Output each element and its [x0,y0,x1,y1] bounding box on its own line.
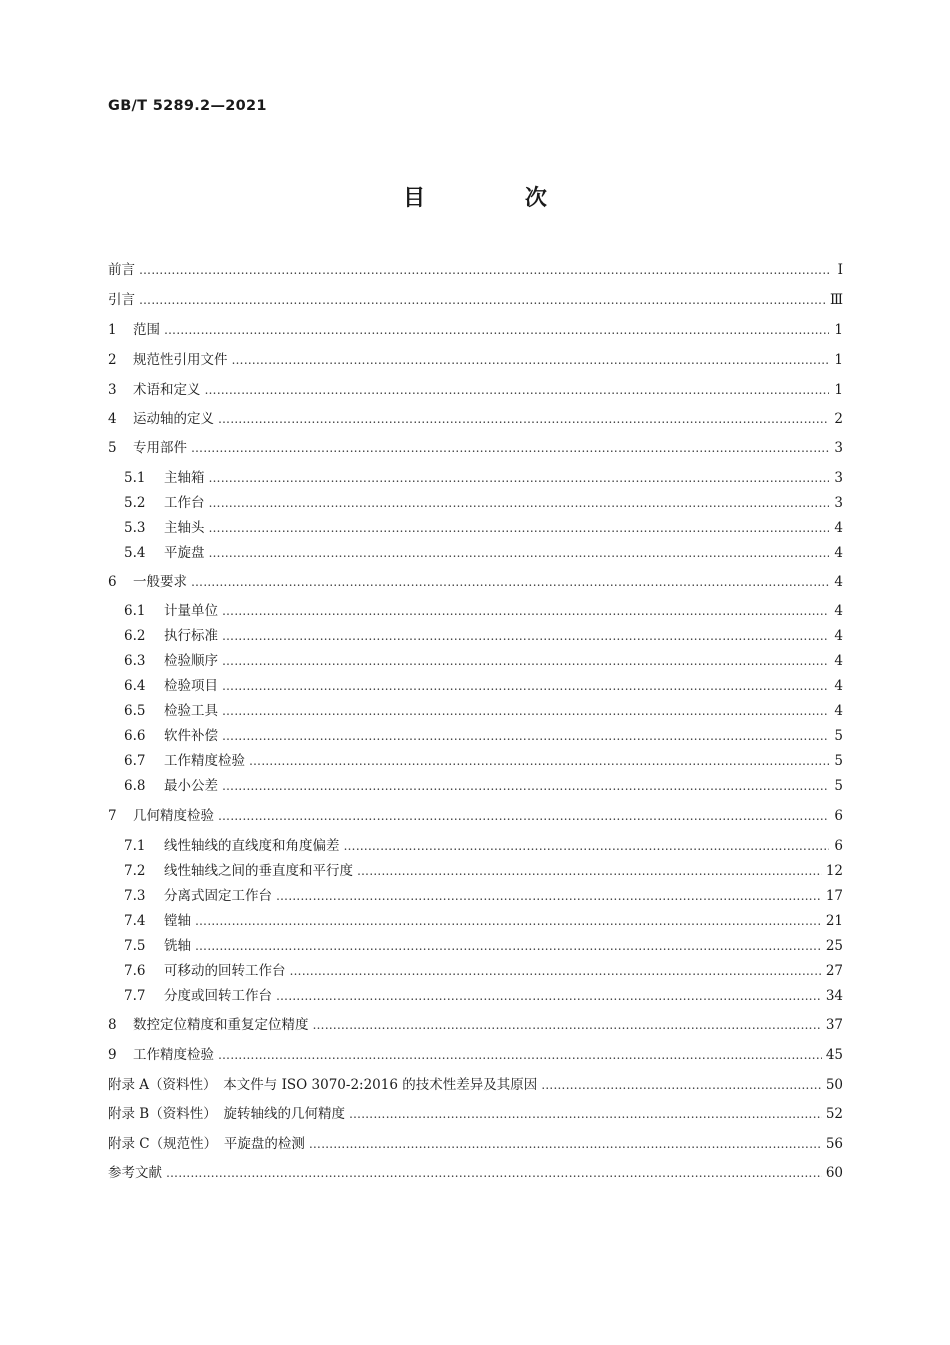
toc-entry-number: 7.4 [124,913,146,929]
toc-leader-dots [139,260,829,280]
toc-entry[interactable] [108,572,843,592]
toc-entry-number: 6.8 [124,778,146,794]
toc-entry-number: 7.3 [124,888,146,904]
toc-entry-label: 工作精度检验 [164,753,245,769]
toc-entry-page: 60 [825,1165,843,1181]
toc-leader-dots [313,1015,822,1035]
toc-entry-page: 4 [834,603,843,619]
toc-entry-label: 分离式固定工作台 [164,888,272,904]
toc-entry-page: 1 [834,352,843,368]
toc-entry-page: 4 [834,545,843,561]
toc-entry-page: 52 [825,1106,843,1122]
toc-entry-label: 分度或回转工作台 [164,988,272,1004]
toc-entry[interactable] [108,409,843,429]
toc-leader-dots [222,676,829,696]
toc-entry-page: 50 [825,1077,843,1093]
toc-entry-page: 4 [834,653,843,669]
toc-entry-label: 前言 [108,262,135,278]
toc-entry-page: 2 [834,411,843,427]
page-title [0,181,950,212]
toc-leader-dots [209,468,830,488]
toc-entry-number: 6.4 [124,678,146,694]
toc-leader-dots [357,861,822,881]
toc-entry-label: 数控定位精度和重复定位精度 [133,1017,309,1033]
toc-entry[interactable] [124,751,843,771]
toc-entry-page: 1 [834,382,843,398]
toc-entry-page: 21 [825,913,843,929]
toc-entry-page: 37 [825,1017,843,1033]
toc-leader-dots [164,320,829,340]
toc-entry[interactable] [124,726,843,746]
toc-leader-dots [222,776,829,796]
toc-entry-number: 5 [108,440,117,456]
toc-entry[interactable] [108,438,843,458]
toc-entry[interactable] [108,290,843,310]
toc-leader-dots [218,1045,822,1065]
toc-entry-number: 7.7 [124,988,146,1004]
toc-entry-label: 检验工具 [164,703,218,719]
toc-entry-number: 9 [108,1047,117,1063]
toc-entry[interactable] [108,1045,843,1065]
toc-entry[interactable] [124,886,843,906]
toc-leader-dots [222,726,829,746]
toc-entry[interactable] [124,701,843,721]
toc-entry-label: 附录 A（资料性） 本文件与 ISO 3070-2:2016 的技术性差异及其原因 [108,1077,538,1093]
toc-entry-label: 平旋盘 [164,545,205,561]
toc-entry[interactable] [108,1075,843,1095]
toc-entry-label: 术语和定义 [133,382,201,398]
toc-entry-number: 5.2 [124,495,146,511]
toc-entry-label: 参考文献 [108,1165,162,1181]
toc-entry-page: Ⅲ [829,292,843,308]
toc-entry-label: 可移动的回转工作台 [164,963,286,979]
toc-entry-label: 软件补偿 [164,728,218,744]
toc-leader-dots [209,543,830,563]
toc-entry-label: 附录 C（规范性） 平旋盘的检测 [108,1136,305,1152]
toc-entry-label: 最小公差 [164,778,218,794]
toc-entry-page: 1 [834,322,843,338]
toc-leader-dots [276,886,822,906]
toc-entry-label: 线性轴线之间的垂直度和平行度 [164,863,353,879]
toc-entry-number: 7.6 [124,963,146,979]
toc-entry-page: 3 [834,495,843,511]
toc-entry-number: 6.5 [124,703,146,719]
toc-leader-dots [222,626,829,646]
toc-entry-label: 工作台 [164,495,205,511]
toc-entry[interactable] [108,1104,843,1124]
toc-entry-label: 规范性引用文件 [133,352,228,368]
toc-entry[interactable] [124,676,843,696]
toc-entry[interactable] [124,861,843,881]
toc-entry[interactable] [124,936,843,956]
toc-leader-dots [344,836,830,856]
toc-entry-page: 5 [834,778,843,794]
toc-entry-label: 检验顺序 [164,653,218,669]
toc-entry-page: 12 [825,863,843,879]
toc-entry-number: 3 [108,382,117,398]
toc-entry-label: 主轴箱 [164,470,205,486]
toc-entry-label: 检验项目 [164,678,218,694]
toc-entry[interactable] [124,543,843,563]
toc-leader-dots [309,1134,822,1154]
page-title-text: 目 次 [403,186,593,211]
toc-entry-number: 5.1 [124,470,146,486]
toc-entry[interactable] [124,776,843,796]
toc-entry-label: 镗轴 [164,913,191,929]
toc-entry[interactable] [124,986,843,1006]
toc-entry[interactable] [108,1015,843,1035]
toc-leader-dots [166,1163,822,1183]
toc-leader-dots [195,911,822,931]
toc-entry[interactable] [108,350,843,370]
toc-entry-number: 7.5 [124,938,146,954]
toc-entry-page: 27 [825,963,843,979]
toc-entry-number: 7.1 [124,838,146,854]
toc-entry[interactable] [124,836,843,856]
toc-leader-dots [276,986,822,1006]
toc-leader-dots [222,601,829,621]
toc-leader-dots [232,350,830,370]
toc-entry-number: 6.7 [124,753,146,769]
toc-leader-dots [191,438,829,458]
toc-entry-label: 铣轴 [164,938,191,954]
toc-entry-page: Ⅰ [837,262,843,278]
toc-leader-dots [191,572,829,592]
toc-leader-dots [205,380,830,400]
toc-entry-number: 4 [108,411,117,427]
toc-entry-page: 6 [834,838,843,854]
toc-entry-number: 6.6 [124,728,146,744]
toc-entry-label: 计量单位 [164,603,218,619]
document-code: GB/T 5289.2—2021 [108,98,267,114]
toc-entry-number: 6.2 [124,628,146,644]
toc-entry-label: 引言 [108,292,135,308]
toc-entry-page: 4 [834,520,843,536]
toc-leader-dots [218,806,829,826]
toc-entry-label: 运动轴的定义 [133,411,214,427]
toc-entry-page: 4 [834,628,843,644]
toc-entry-label: 附录 B（资料性） 旋转轴线的几何精度 [108,1106,345,1122]
toc-entry-page: 3 [834,470,843,486]
toc-entry-page: 25 [825,938,843,954]
toc-entry[interactable] [124,911,843,931]
toc-entry-label: 执行标准 [164,628,218,644]
toc-leader-dots [139,290,826,310]
toc-entry-number: 6 [108,574,117,590]
toc-entry-page: 4 [834,574,843,590]
toc-entry[interactable] [124,601,843,621]
toc-entry[interactable] [108,320,843,340]
toc-entry-number: 5.3 [124,520,146,536]
toc-entry-page: 45 [825,1047,843,1063]
toc-leader-dots [290,961,822,981]
toc-entry[interactable] [124,468,843,488]
toc-entry-label: 主轴头 [164,520,205,536]
toc-leader-dots [249,751,829,771]
toc-entry-number: 7 [108,808,117,824]
toc-entry[interactable] [108,260,843,280]
toc-leader-dots [222,701,829,721]
toc-entry-page: 3 [834,440,843,456]
toc-entry[interactable] [124,651,843,671]
toc-entry-number: 1 [108,322,117,338]
toc-entry-label: 范围 [133,322,160,338]
toc-entry[interactable] [124,518,843,538]
toc-entry-number: 7.2 [124,863,146,879]
toc-entry-label: 几何精度检验 [133,808,214,824]
toc-leader-dots [349,1104,822,1124]
toc-entry-label: 一般要求 [133,574,187,590]
toc-entry-label: 工作精度检验 [133,1047,214,1063]
toc-leader-dots [209,493,830,513]
toc-leader-dots [222,651,829,671]
toc-entry-number: 6.1 [124,603,146,619]
toc-entry-label: 专用部件 [133,440,187,456]
toc-entry-number: 8 [108,1017,117,1033]
toc-entry-label: 线性轴线的直线度和角度偏差 [164,838,340,854]
toc-entry-page: 56 [825,1136,843,1152]
toc-entry[interactable] [108,1134,843,1154]
toc-entry[interactable] [108,806,843,826]
toc-entry-page: 6 [834,808,843,824]
toc-leader-dots [541,1075,822,1095]
toc-entry-page: 17 [825,888,843,904]
toc-entry-page: 34 [825,988,843,1004]
toc-entry-page: 5 [834,753,843,769]
toc-entry[interactable] [124,961,843,981]
toc-leader-dots [209,518,830,538]
toc-entry-number: 2 [108,352,117,368]
toc-leader-dots [195,936,822,956]
toc-entry[interactable] [124,493,843,513]
toc-entry-number: 5.4 [124,545,146,561]
toc-entry[interactable] [124,626,843,646]
toc-entry-page: 4 [834,703,843,719]
toc-entry-number: 6.3 [124,653,146,669]
toc-entry[interactable] [108,1163,843,1183]
toc-entry-page: 5 [834,728,843,744]
toc-entry[interactable] [108,380,843,400]
toc-leader-dots [218,409,829,429]
toc-entry-page: 4 [834,678,843,694]
